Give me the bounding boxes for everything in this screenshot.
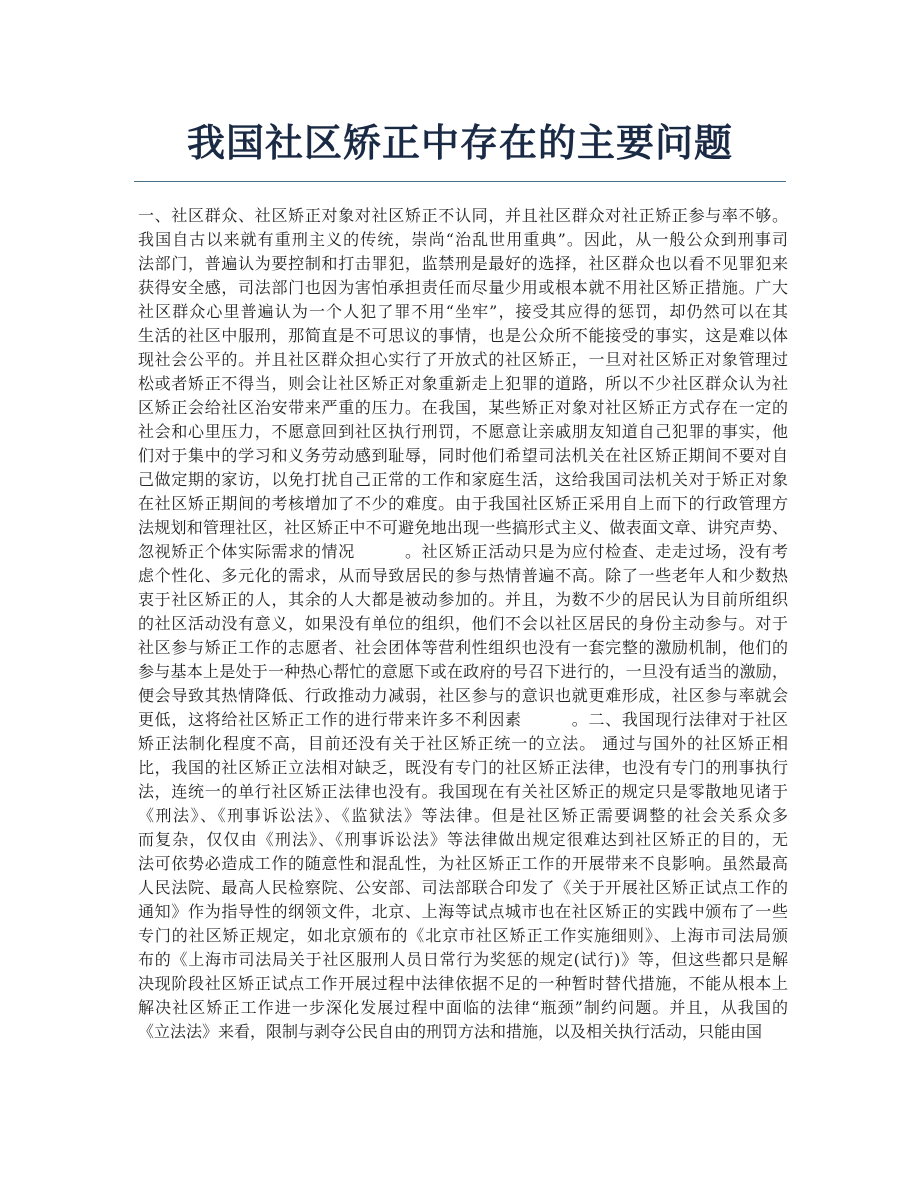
body-line: 获得安全感，司法部门也因为害怕承担责任而尽量少用或根本就不用社区矫正措施。广大 [138, 278, 788, 297]
body-line: 一、社区群众、社区矫正对象对社区矫正不认同，并且社区群众对社正矫正参与率不够。 [138, 206, 788, 225]
body-line: 法，连统一的单行社区矫正法律也没有。我国现在有关社区矫正的规定只是零散地见诸于 [138, 782, 788, 801]
body-line: 通知》作为指导性的纲领文件，北京、上海等试点城市也在社区矫正的实践中颁布了一些 [138, 902, 788, 921]
body-line: 现社会公平的。并且社区群众担心实行了开放式的社区矫正，一旦对社区矫正对象管理过 [138, 350, 788, 369]
body-line: 己做定期的家访，以免打扰自己正常的工作和家庭生活，这给我国司法机关对于矫正对象 [138, 470, 788, 489]
body-line: 社区群众心里普遍认为一个人犯了罪不用“坐牢”，接受其应得的惩罚，却仍然可以在其 [138, 302, 788, 321]
body-line: 解决社区矫正工作进一步深化发展过程中面临的法律“瓶颈”制约问题。并且，从我国的 [138, 998, 788, 1017]
body-line: 们对于集中的学习和义务劳动感到耻辱，同时他们希望司法机关在社区矫正期间不要对自 [138, 446, 788, 465]
document-body [138, 204, 788, 1044]
body-line: 虑个性化、多元化的需求，从而导致居民的参与热情普遍不高。除了一些老年人和少数热 [138, 566, 788, 585]
body-line: 社区参与矫正工作的志愿者、社会团体等营利性组织也没有一套完整的激励机制，他们的 [138, 638, 788, 657]
body-line: 更低，这将给社区矫正工作的进行带来许多不利因素 。二、我国现行法律对于社区 [138, 710, 788, 729]
body-line: 区矫正会给社区治安带来严重的压力。在我国，某些矫正对象对社区矫正方式存在一定的 [138, 398, 788, 417]
body-line: 法规划和管理社区，社区矫正中不可避免地出现一些搞形式主义、做表面文章、讲究声势、 [138, 518, 788, 537]
body-line: 的社区活动没有意义，如果没有单位的组织，他们不会以社区居民的身份主动参与。对于 [138, 614, 788, 633]
body-line: 衷于社区矫正的人，其余的人大都是被动参加的。并且，为数不少的居民认为目前所组织 [138, 590, 788, 609]
body-line: 社会和心里压力，不愿意回到社区执行刑罚，不愿意让亲戚朋友知道自己犯罪的事实，他 [138, 422, 788, 441]
body-line: 生活的社区中服刑，那简直是不可思议的事情，也是公众所不能接受的事实，这是难以体 [138, 326, 788, 345]
title-divider [134, 181, 786, 182]
body-line: 专门的社区矫正规定，如北京颁布的《北京市社区矫正工作实施细则》、上海市司法局颁 [138, 926, 788, 945]
body-line: 矫正法制化程度不高，目前还没有关于社区矫正统一的立法。 通过与国外的社区矫正相 [138, 734, 788, 753]
body-line: 在社区矫正期间的考核增加了不少的难度。由于我国社区矫正采用自上而下的行政管理方 [138, 494, 788, 513]
body-line: 参与基本上是处于一种热心帮忙的意愿下或在政府的号召下进行的，一旦没有适当的激励， [138, 662, 788, 681]
document-title: 我国社区矫正中存在的主要问题 [186, 121, 733, 165]
body-line: 我国自古以来就有重刑主义的传统，崇尚“治乱世用重典”。因此，从一般公众到刑事司 [138, 230, 788, 249]
body-line: 而复杂，仅仅由《刑法》、《刑事诉讼法》等法律做出规定很难达到社区矫正的目的，无 [138, 830, 788, 849]
body-line: 松或者矫正不得当，则会让社区矫正对象重新走上犯罪的道路，所以不少社区群众认为社 [138, 374, 788, 393]
body-line: 《立法法》来看，限制与剥夺公民自由的刑罚方法和措施，以及相关执行活动，只能由国 [138, 1022, 763, 1041]
body-line: 忽视矫正个体实际需求的情况 。社区矫正活动只是为应付检查、走走过场，没有考 [138, 542, 788, 561]
body-line: 《刑法》、《刑事诉讼法》、《监狱法》等法律。但是社区矫正需要调整的社会关系众多 [138, 806, 788, 825]
body-line: 法部门，普遍认为要控制和打击罪犯，监禁刑是最好的选择，社区群众也以看不见罪犯来 [138, 254, 788, 273]
body-line: 比，我国的社区矫正立法相对缺乏，既没有专门的社区矫正法律，也没有专门的刑事执行 [138, 758, 788, 777]
body-line: 决现阶段社区矫正试点工作开展过程中法律依据不足的一种暂时替代措施，不能从根本上 [138, 974, 788, 993]
body-line: 法可依势必造成工作的随意性和混乱性，为社区矫正工作的开展带来不良影响。虽然最高 [138, 854, 788, 873]
body-line: 便会导致其热情降低、行政推动力减弱，社区参与的意识也就更难形成，社区参与率就会 [138, 686, 788, 705]
body-line: 布的《上海市司法局关于社区服刑人员日常行为奖惩的规定(试行)》等，但这些都只是解 [138, 950, 788, 969]
body-line: 人民法院、最高人民检察院、公安部、司法部联合印发了《关于开展社区矫正试点工作的 [138, 878, 788, 897]
